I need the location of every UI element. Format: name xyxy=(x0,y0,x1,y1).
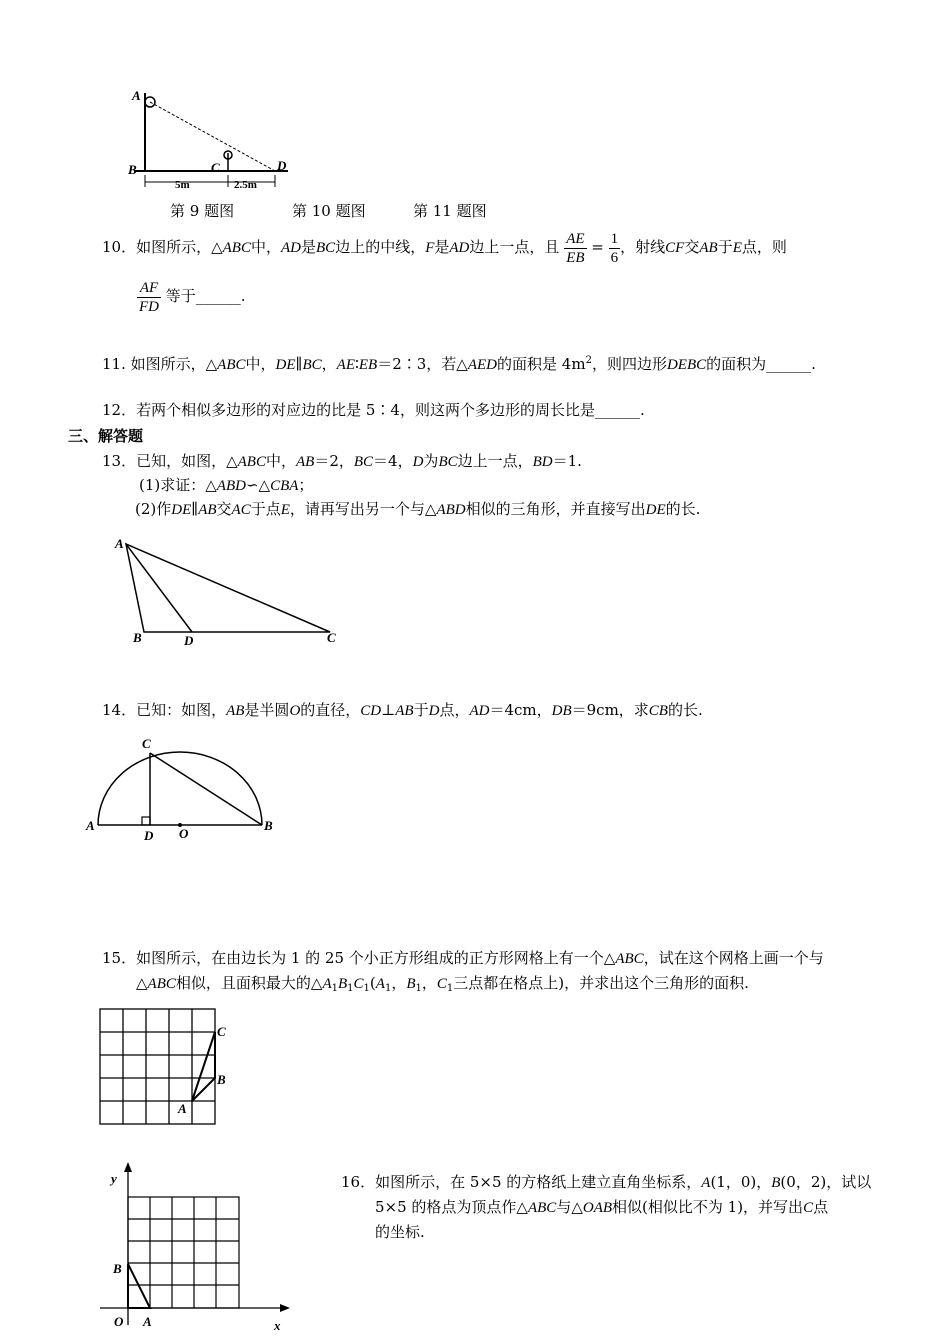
question-13-part2: (2)作DE∥AB交AC于点E，请再写出另一个与△ABD相似的三角形，并直接写出DE的长. xyxy=(135,500,701,518)
fig9-dim-2-5m: 2.5m xyxy=(234,179,257,191)
question-15-line1: 15．如图所示，在由边长为 1 的 25 个小正方形组成的正方形网格上有一个△ABC，试在这个网格上画一个与 xyxy=(102,949,824,967)
fig14-label-B: B xyxy=(264,818,273,833)
question-16-line2: 5×5 的格点为顶点作△ABC与△OAB相似(相似比不为 1)，并写出C点 xyxy=(375,1198,829,1216)
fig9-dim-5m: 5m xyxy=(175,179,190,191)
question-16-line3: 的坐标. xyxy=(375,1223,425,1241)
fig11-caption: 第 11 题图 xyxy=(413,202,487,220)
figure-16 xyxy=(98,1160,298,1340)
question-15-line2: △ABC相似，且面积最大的$\triangle A_1B_1C_1(A_1$，$B_1$，$C_1$三点都在格点上)，并求出这个三角形的面积. xyxy=(136,974,749,994)
figure-13 xyxy=(108,532,348,652)
fig15-label-B: B xyxy=(217,1072,226,1087)
fig14-label-C: C xyxy=(142,736,151,751)
fig9-label-A: A xyxy=(132,88,141,103)
fig14-label-D: D xyxy=(144,828,154,843)
fig13-label-C: C xyxy=(327,630,336,645)
question-10-line2: $\frac{AF}{FD}$ 等于______. xyxy=(139,279,246,315)
section-title-3: 三、解答题 xyxy=(68,427,144,445)
question-14: 14．已知：如图，AB是半圆O的直径，CD⊥AB于D点，AD＝4cm，DB＝9cm，求CB的长. xyxy=(102,701,703,719)
fraction-1-6: $\frac{1}{6}$ xyxy=(610,230,619,266)
fig9-caption: 第 9 题图 xyxy=(170,202,235,220)
fig9-label-B: B xyxy=(128,162,137,177)
fig13-label-B: B xyxy=(133,630,142,645)
fig15-label-A: A xyxy=(178,1101,187,1116)
question-13-line1: 13．已知，如图，△ABC中，AB＝2，BC＝4，D为BC边上一点，BD＝1. xyxy=(102,452,582,470)
fig10-caption: 第 10 题图 xyxy=(292,202,366,220)
figure-9 xyxy=(120,85,300,195)
question-13-part1: (1)求证：△ABD∽△CBA； xyxy=(139,476,314,494)
fig9-label-D: D xyxy=(277,158,287,173)
fig13-label-A: A xyxy=(115,536,124,551)
fig13-label-D: D xyxy=(184,633,194,648)
question-12: 12．若两个相似多边形的对应边的比是 5∶4，则这两个多边形的周长比是______. xyxy=(102,401,645,419)
fig15-label-C: C xyxy=(217,1024,226,1039)
fig16-label-B: B xyxy=(113,1261,122,1276)
fraction-af-fd: $\frac{AF}{FD}$ xyxy=(139,279,159,315)
fig16-axis-x: x xyxy=(274,1318,281,1333)
question-16-line1: 16．如图所示，在 5×5 的方格纸上建立直角坐标系，A(1，0)，B(0，2)，试以 xyxy=(341,1173,872,1191)
fig14-label-A: A xyxy=(86,818,95,833)
fig16-axis-y: y xyxy=(111,1171,117,1186)
figure-14 xyxy=(82,730,282,845)
question-10: 10．如图所示，△ABC中，AD是BC边上的中线，F是AD边上一点，且 $\frac{AE}{EB}$ = $\frac{1}{6}$ ，射线CF交AB于E点，则 xyxy=(102,230,787,266)
figure-15 xyxy=(96,1005,236,1130)
fig9-label-C: C xyxy=(211,160,220,175)
fig14-label-O: O xyxy=(179,826,189,841)
fig16-label-O: O xyxy=(114,1314,124,1329)
question-11: 11. 如图所示，△ABC中，DE∥BC，AE∶EB＝2∶3，若△AED的面积是 $4m^2$，则四边形DEBC的面积为______. xyxy=(102,355,816,373)
fraction-ae-eb: $\frac{AE}{EB}$ xyxy=(566,230,585,266)
fig16-label-A: A xyxy=(143,1314,152,1329)
